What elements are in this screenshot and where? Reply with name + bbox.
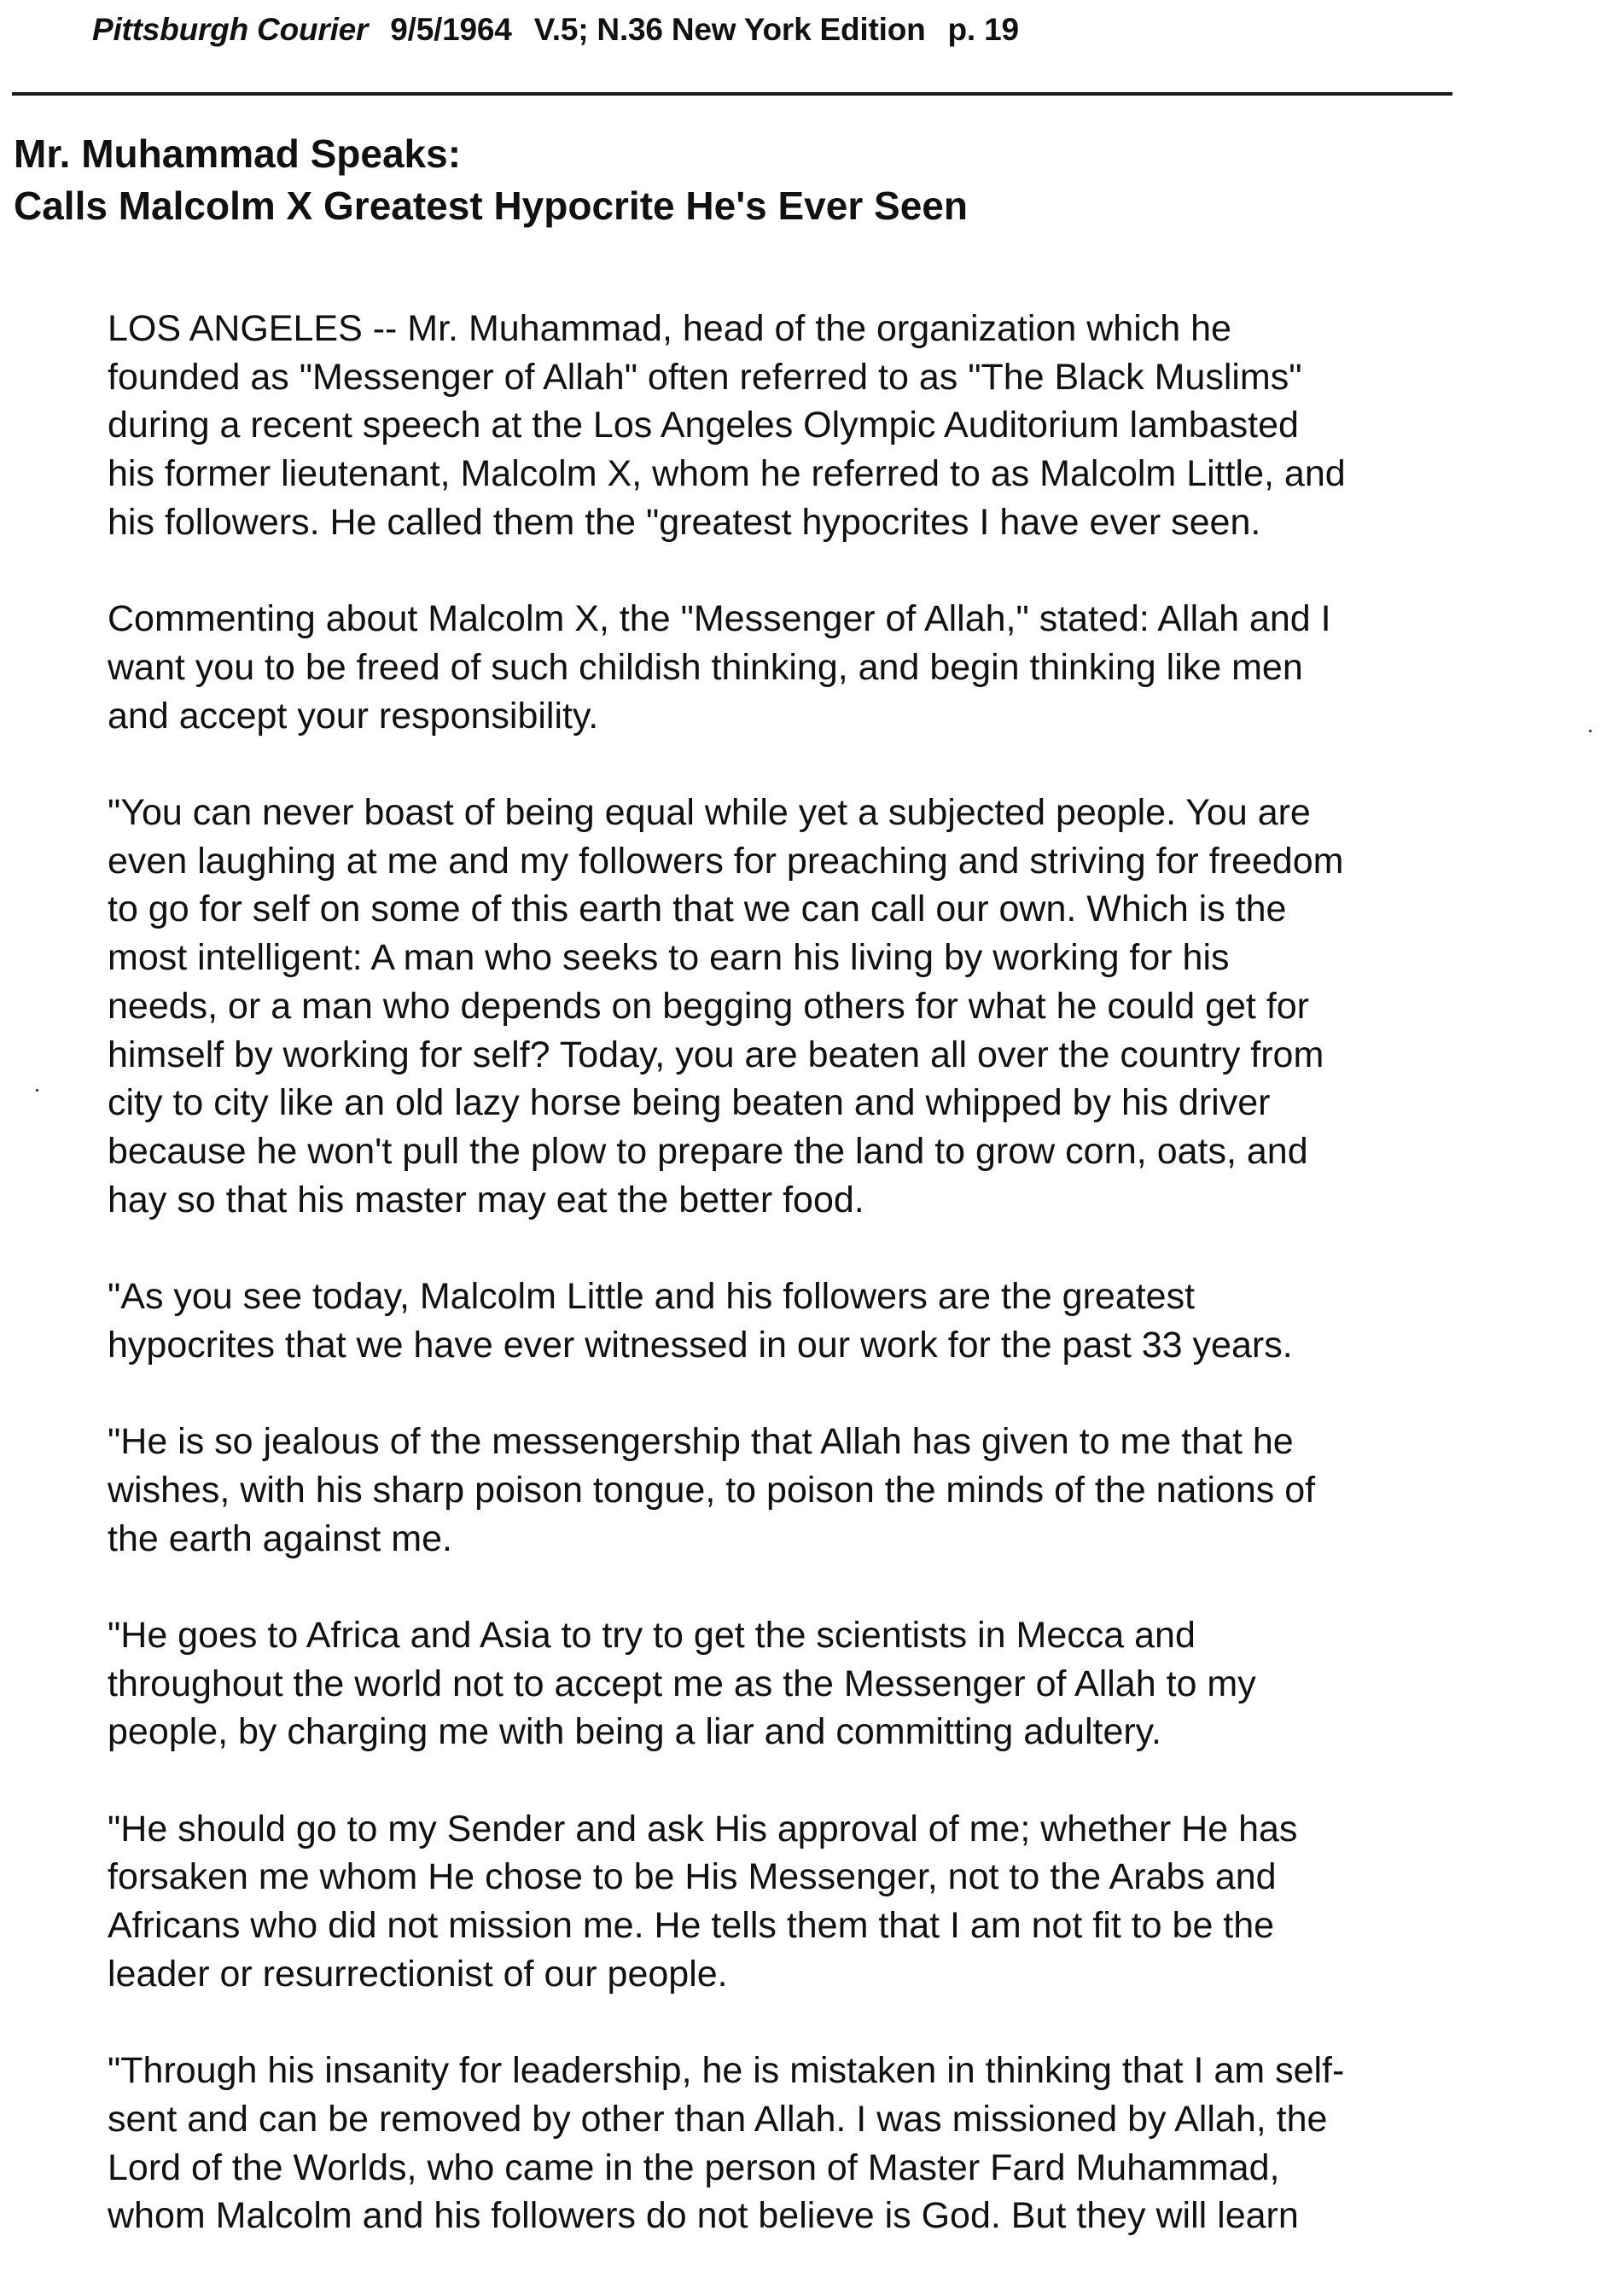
paragraph-line: because he won't pull the plow to prepare the land to grow corn, oats, and bbox=[108, 1130, 1308, 1172]
paragraph-line: sent and can be removed by other than Allah. I was missioned by Allah, the bbox=[108, 2098, 1328, 2140]
paragraph-line: "He is so jealous of the messengership that Allah has given to me that he bbox=[108, 1421, 1294, 1463]
paragraph-line: "You can never boast of being equal while yet a subjected people. You are bbox=[108, 792, 1311, 833]
scan-speck bbox=[1589, 730, 1592, 732]
paragraph-line: and accept your responsibility. bbox=[108, 695, 599, 737]
paragraph-line: leader or resurrectionist of our people. bbox=[108, 1953, 728, 1995]
paragraph-line: most intelligent: A man who seeks to earn his living by working for his bbox=[108, 937, 1230, 979]
paragraph-line: founded as "Messenger of Allah" often referred to as "The Black Muslims" bbox=[108, 356, 1302, 398]
paragraph-line: Commenting about Malcolm X, the "Messenger of Allah," stated: Allah and I bbox=[108, 598, 1331, 640]
page-number: p. 19 bbox=[947, 12, 1019, 47]
paragraph-line: "Through his insanity for leadership, he is mistaken in thinking that I am self- bbox=[108, 2050, 1345, 2092]
article-paragraph bbox=[108, 789, 1558, 1224]
article-paragraph bbox=[108, 305, 1558, 547]
volume-edition: V.5; N.36 New York Edition bbox=[533, 12, 926, 47]
paragraph-line: wishes, with his sharp poison tongue, to poison the minds of the nations of bbox=[108, 1469, 1316, 1511]
article-headline bbox=[14, 128, 968, 232]
article-paragraph bbox=[108, 1418, 1558, 1563]
paragraph-line: people, by charging me with being a liar and committing adultery. bbox=[108, 1711, 1161, 1753]
paragraph-line: LOS ANGELES -- Mr. Muhammad, head of the organization which he bbox=[108, 308, 1231, 349]
paragraph-line: forsaken me whom He chose to be His Messenger, not to the Arabs and bbox=[108, 1856, 1277, 1898]
paragraph-line: throughout the world not to accept me as the Messenger of Allah to my bbox=[108, 1663, 1256, 1704]
header-divider bbox=[12, 92, 1452, 96]
publication-date: 9/5/1964 bbox=[390, 12, 512, 47]
article-paragraph bbox=[108, 1611, 1558, 1756]
paragraph-line: the earth against me. bbox=[108, 1517, 452, 1559]
paragraph-line: hay so that his master may eat the better food. bbox=[108, 1179, 864, 1220]
article-paragraph bbox=[108, 1273, 1558, 1369]
paragraph-line: his followers. He called them the "greatest hypocrites I have ever seen. bbox=[108, 501, 1261, 543]
publication-name: Pittsburgh Courier bbox=[92, 12, 369, 47]
paragraph-line: "As you see today, Malcolm Little and his followers are the greatest bbox=[108, 1276, 1196, 1318]
paragraph-line: city to city like an old lazy horse being beaten and whipped by his driver bbox=[108, 1082, 1271, 1124]
article-paragraph bbox=[108, 595, 1558, 740]
paragraph-line: even laughing at me and my followers for preaching and striving for freedom bbox=[108, 840, 1344, 882]
paragraph-line: hypocrites that we have ever witnessed in our work for the past 33 years. bbox=[108, 1324, 1293, 1366]
article-paragraph bbox=[108, 1805, 1558, 1999]
paragraph-line: want you to be freed of such childish thinking, and begin thinking like men bbox=[108, 646, 1303, 688]
paragraph-line: his former lieutenant, Malcolm X, whom he referred to as Malcolm Little, and bbox=[108, 453, 1346, 495]
paragraph-line: Lord of the Worlds, who came in the person of Master Fard Muhammad, bbox=[108, 2146, 1280, 2188]
article-body bbox=[108, 305, 1558, 2289]
headline-line-2: Calls Malcolm X Greatest Hypocrite He's Ever Seen bbox=[14, 183, 968, 228]
paragraph-line: Africans who did not mission me. He tells them that I am not fit to be the bbox=[108, 1905, 1275, 1947]
scan-speck bbox=[36, 1089, 38, 1092]
paragraph-line: whom Malcolm and his followers do not believe is God. But they will learn bbox=[108, 2195, 1299, 2237]
headline-line-1: Mr. Muhammad Speaks: bbox=[14, 131, 462, 176]
paragraph-line: "He should go to my Sender and ask His approval of me; whether He has bbox=[108, 1808, 1298, 1849]
citation-header bbox=[92, 12, 1019, 48]
paragraph-line: during a recent speech at the Los Angeles Olympic Auditorium lambasted bbox=[108, 405, 1299, 446]
paragraph-line: "He goes to Africa and Asia to try to get the scientists in Mecca and bbox=[108, 1614, 1196, 1656]
article-paragraph bbox=[108, 2047, 1558, 2240]
paragraph-line: to go for self on some of this earth that we can call our own. Which is the bbox=[108, 888, 1287, 930]
paragraph-line: needs, or a man who depends on begging others for what he could get for bbox=[108, 985, 1309, 1027]
paragraph-line: himself by working for self? Today, you are beaten all over the country from bbox=[108, 1034, 1324, 1075]
